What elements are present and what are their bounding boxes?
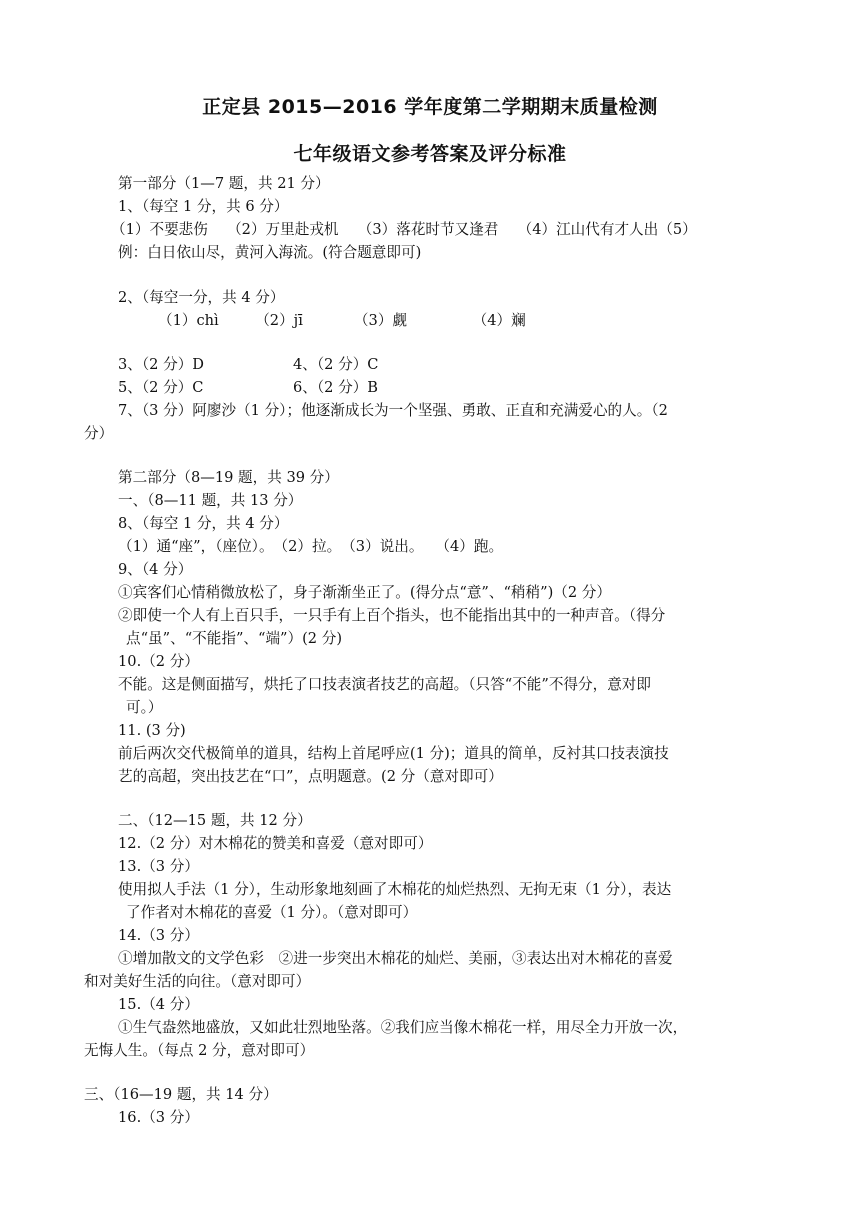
q9-answer-1: ①宾客们心情稍微放松了，身子渐渐坐正了。(得分点“意”、“稍稍”)（2 分） bbox=[118, 584, 611, 601]
part2-heading: 第二部分（8—19 题，共 39 分） bbox=[118, 469, 339, 486]
q13-answer-cont: 了作者对木棉花的喜爱（1 分）。（意对即可） bbox=[126, 904, 418, 921]
q13-answer: 使用拟人手法（1 分），生动形象地刻画了木棉花的灿烂热烈、无拘无束（1 分），表达 bbox=[118, 881, 672, 898]
q8-answers: （1）通“座”，（座位）。 （2）拉。 （3）说出。 （4）跑。 bbox=[118, 538, 504, 555]
q3-answer: 3、（2 分）D bbox=[118, 356, 204, 373]
q16-heading: 16.（3 分） bbox=[118, 1109, 199, 1126]
q13-heading: 13.（3 分） bbox=[118, 858, 199, 875]
q5-answer: 5、（2 分）C bbox=[118, 379, 204, 396]
q1-heading: 1、（每空 1 分，共 6 分） bbox=[118, 198, 289, 215]
q6-answer: 6、（2 分）B bbox=[293, 379, 379, 396]
section2-heading: 二、（12—15 题，共 12 分） bbox=[118, 812, 312, 829]
q10-answer: 不能。这是侧面描写，烘托了口技表演者技艺的高超。（只答“不能”不得分，意对即 bbox=[118, 676, 651, 693]
q8-heading: 8、（每空 1 分，共 4 分） bbox=[118, 515, 289, 532]
q2-heading: 2、（每空一分，共 4 分） bbox=[118, 289, 285, 306]
q7-answer-cont: 分） bbox=[84, 425, 114, 442]
q11-answer-cont: 艺的高超，突出技艺在“口”，点明题意。(2 分（意对即可） bbox=[118, 768, 503, 785]
document-subtitle: 七年级语文参考答案及评分标准 bbox=[293, 143, 567, 165]
q15-heading: 15.（4 分） bbox=[118, 996, 199, 1013]
q11-answer: 前后两次交代极简单的道具，结构上首尾呼应(1 分)；道具的简单，反衬其口技表演技 bbox=[118, 745, 669, 762]
q14-answer: ①增加散文的文学色彩 ②进一步突出木棉花的灿烂、美丽，③表达出对木棉花的喜爱 bbox=[118, 950, 673, 967]
q10-answer-cont: 可。） bbox=[126, 699, 163, 716]
part1-heading: 第一部分（1—7 题，共 21 分） bbox=[118, 175, 330, 192]
q14-heading: 14.（3 分） bbox=[118, 927, 199, 944]
q9-answer-2-cont: 点“虽”、“不能指”、“端”）(2 分) bbox=[126, 630, 343, 647]
q15-answer: ①生气盎然地盛放，又如此壮烈地坠落。②我们应当像木棉花一样，用尽全力开放一次， bbox=[118, 1019, 688, 1036]
q9-heading: 9、（4 分） bbox=[118, 561, 193, 578]
section1-heading: 一、（8—11 题，共 13 分） bbox=[118, 492, 303, 509]
q9-answer-2: ②即使一个人有上百只手，一只手有上百个指头，也不能指出其中的一种声音。（得分 bbox=[118, 607, 666, 624]
q1-answers: （1）不要悲伤 （2）万里赴戎机 （3）落花时节又逢君 （4）江山代有才人出（5） bbox=[111, 221, 697, 238]
q2-answers: （1）chì （2）jī （3）觑 （4）斓 bbox=[158, 312, 526, 329]
section3-heading: 三、（16—19 题，共 14 分） bbox=[84, 1086, 278, 1103]
document-title: 正定县 2015—2016 学年度第二学期期末质量检测 bbox=[202, 96, 658, 118]
q7-answer: 7、（3 分）阿廖沙（1 分）；他逐渐成长为一个坚强、勇敢、正直和充满爱心的人。（2 bbox=[118, 402, 668, 419]
q12-answer: 12.（2 分）对木棉花的赞美和喜爱（意对即可） bbox=[118, 835, 433, 852]
q14-answer-cont: 和对美好生活的向往。（意对即可） bbox=[84, 973, 311, 990]
q4-answer: 4、（2 分）C bbox=[293, 356, 379, 373]
q10-heading: 10.（2 分） bbox=[118, 653, 199, 670]
q1-answers-cont: 例：白日依山尽，黄河入海流。(符合题意即可) bbox=[118, 244, 422, 261]
q15-answer-cont: 无悔人生。（每点 2 分，意对即可） bbox=[84, 1042, 315, 1059]
q11-heading: 11. (3 分) bbox=[118, 722, 186, 739]
